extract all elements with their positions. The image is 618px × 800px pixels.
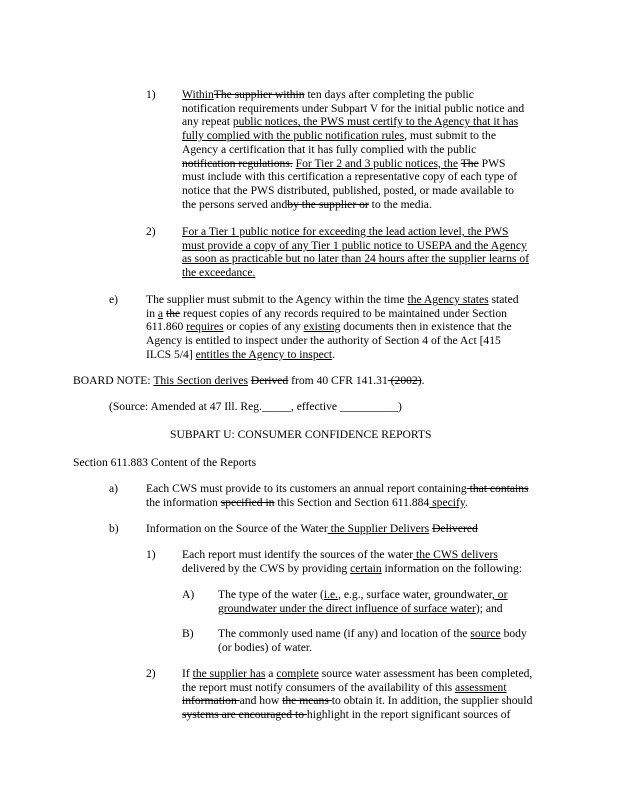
text-run: . <box>332 347 336 361</box>
text-line <box>182 667 532 681</box>
inserted-text: the Supplier Delivers <box>327 522 430 535</box>
inserted-text: as soon as practicable but no later than 24 hours after the supplier learns of <box>182 252 530 266</box>
text-run: to the media. <box>368 197 432 211</box>
text-run: The commonly used name (if any) and location of the <box>218 627 471 640</box>
text-line <box>146 522 478 536</box>
text-run: from 40 CFR 141.31 <box>288 374 388 387</box>
item-label: B) <box>182 627 194 640</box>
item-label: a) <box>109 482 119 495</box>
item-label: e) <box>109 293 119 306</box>
inserted-text: a <box>157 306 164 320</box>
deleted-text: Derived <box>250 374 289 387</box>
inserted-text: existing <box>303 320 341 334</box>
text-line <box>182 129 524 143</box>
text-run: source water assessment has been completed, <box>318 667 533 680</box>
deleted-text: Delivered <box>432 522 478 535</box>
text-run: and how <box>239 694 283 708</box>
deleted-text: specified in <box>220 495 275 509</box>
deleted-text: the <box>165 306 181 320</box>
text-run: , must submit to the <box>404 129 496 143</box>
text-line <box>182 184 524 198</box>
paragraph-tier1-notice <box>182 225 529 280</box>
inserted-text: complete <box>276 667 319 680</box>
text-run: ); and <box>475 601 503 615</box>
inserted-text: For Tier 2 and 3 public notices, the <box>295 156 458 170</box>
inserted-text: Within <box>182 88 214 101</box>
paragraph-type-of-water <box>218 588 507 615</box>
text-run: __________ <box>339 400 398 413</box>
inserted-text: fully complied with the public notification rules <box>182 129 405 143</box>
inserted-text: groundwater under the direct influence of surface water <box>218 601 476 615</box>
text-run: BOARD NOTE: <box>73 374 154 387</box>
text-run: a <box>265 667 277 680</box>
text-line <box>182 143 524 157</box>
item-label: 1) <box>146 548 156 561</box>
text-run: request copies of any records required to be maintained under Section <box>180 306 507 320</box>
text-line <box>218 627 527 641</box>
text-line <box>182 170 524 184</box>
text-run: . <box>464 495 468 509</box>
text-line <box>146 496 529 510</box>
text-run: The type of the water ( <box>218 588 324 601</box>
text-line <box>182 225 529 239</box>
inserted-text: the Agency states <box>407 293 489 306</box>
text-line <box>182 239 529 253</box>
inserted-text: the CWS delivers <box>413 548 498 561</box>
text-run: The supplier must submit to the Agency within the time <box>146 293 408 306</box>
text-run: the persons served and <box>182 197 288 211</box>
text-line <box>182 562 522 576</box>
inserted-text: specify <box>429 495 465 509</box>
text-run: , effective <box>290 400 340 413</box>
paragraph-source-assessment <box>182 667 532 722</box>
text-run: . <box>421 374 425 387</box>
text-line <box>146 307 519 321</box>
text-line <box>146 293 519 307</box>
text-line <box>218 602 507 616</box>
text-run: 611.860 <box>146 320 187 334</box>
text-run: information on the following: <box>381 561 523 575</box>
text-run: Each report must identify the sources of the water <box>182 548 414 561</box>
text-line <box>182 157 524 171</box>
paragraph-annual-report <box>146 482 529 509</box>
text-line <box>146 348 519 362</box>
deleted-text: that contains <box>466 482 529 495</box>
inserted-text: public notices, the PWS must certify to the Agency that it has <box>232 115 519 129</box>
text-run: ILCS 5/4] <box>146 347 196 361</box>
text-run: the report must notify consumers of the availability of this <box>182 680 456 694</box>
deleted-text: The supplier within <box>213 88 305 101</box>
text-line <box>146 482 529 496</box>
board-note <box>73 374 424 388</box>
item-label: 2) <box>146 667 156 680</box>
item-label: A) <box>182 588 195 601</box>
deleted-text: The <box>460 156 479 170</box>
text-run: body <box>500 627 527 640</box>
text-line <box>146 320 519 334</box>
subpart-heading: SUBPART U: CONSUMER CONFIDENCE REPORTS <box>170 428 432 441</box>
item-label: 1) <box>146 88 156 101</box>
text-line <box>182 252 529 266</box>
text-run: (or bodies) of water. <box>218 640 313 654</box>
inserted-text: requires <box>186 320 224 334</box>
inserted-text: certain <box>350 561 382 575</box>
deleted-text: information <box>182 694 240 708</box>
text-line <box>182 102 524 116</box>
text-run: documents then in existence that the <box>340 320 512 334</box>
inserted-text: , or <box>491 588 508 601</box>
inserted-text: i.e. <box>323 588 339 601</box>
section-heading: Section 611.883 Content of the Reports <box>73 456 257 469</box>
text-run: to obtain it. In addition, the supplier should <box>331 694 533 708</box>
paragraph-identify-sources <box>182 548 522 575</box>
text-run: ) <box>397 400 402 413</box>
paragraph-source-of-water <box>146 522 478 536</box>
text-line <box>182 198 524 212</box>
deleted-text: (2002) <box>387 374 422 387</box>
text-run: in <box>146 306 158 320</box>
text-line <box>182 266 529 280</box>
text-line <box>182 681 532 695</box>
deleted-text: by the supplier or <box>287 197 369 211</box>
text-run: notice that the PWS distributed, published, posted, or made available to <box>182 183 514 197</box>
inserted-text: the supplier has <box>192 667 266 680</box>
text-run: ten days after completing the public <box>304 88 474 101</box>
inserted-text: assessment <box>455 680 507 694</box>
text-line <box>218 641 527 655</box>
source-note <box>109 400 402 414</box>
text-line <box>218 588 507 602</box>
inserted-text: entitles the Agency to inspect <box>195 347 333 361</box>
text-run: , e.g., surface water, groundwater <box>338 588 492 601</box>
text-run: Each CWS must provide to its customers an annual report containing <box>146 482 467 495</box>
text-run: _____ <box>261 400 291 413</box>
paragraph-certification <box>182 88 524 211</box>
text-run: If <box>182 667 193 680</box>
text-run: Information on the Source of the Water <box>146 522 328 535</box>
inserted-text: source <box>470 627 501 640</box>
text-run: notification requirements under Subpart V for the initial public notice and <box>182 101 525 115</box>
text-run: any repeat <box>182 115 233 129</box>
text-line <box>182 88 524 102</box>
inserted-text: must provide a copy of any Tier 1 public notice to USEPA and the Agency <box>182 238 527 252</box>
item-label: 2) <box>146 225 156 238</box>
text-run: or copies of any <box>223 320 304 334</box>
text-line <box>182 548 522 562</box>
text-line <box>182 708 532 722</box>
paragraph-name-and-location <box>218 627 527 654</box>
text-run: (Source: Amended at 47 Ill. Reg. <box>109 400 262 413</box>
text-run: Agency a certification that it has fully complied with the public <box>182 142 477 156</box>
text-run: the information <box>146 495 221 509</box>
text-line <box>182 694 532 708</box>
deleted-text: systems are encouraged to <box>182 708 307 722</box>
text-run: must include with this certification a representative copy of each type of <box>182 170 518 184</box>
text-line <box>182 115 524 129</box>
inserted-text: This Section derives <box>153 374 248 387</box>
paragraph-records-submission <box>146 293 519 362</box>
inserted-text: For a Tier 1 public notice for exceeding the lead action level, the PWS <box>182 225 509 238</box>
text-run: stated <box>488 293 519 306</box>
text-run: Agency is entitled to inspect under the authority of Section 4 of the Act [415 <box>146 334 501 348</box>
text-run: delivered by the CWS by providing <box>182 561 351 575</box>
deleted-text: the means <box>282 694 332 708</box>
item-label: b) <box>109 522 119 535</box>
text-run: highlight in the report significant sources of <box>306 708 511 722</box>
text-line <box>146 334 519 348</box>
inserted-text: the exceedance. <box>182 266 256 280</box>
text-run: this Section and Section 611.884 <box>274 495 430 509</box>
text-run: PWS <box>478 156 506 170</box>
deleted-text: notification regulations. <box>182 156 293 170</box>
